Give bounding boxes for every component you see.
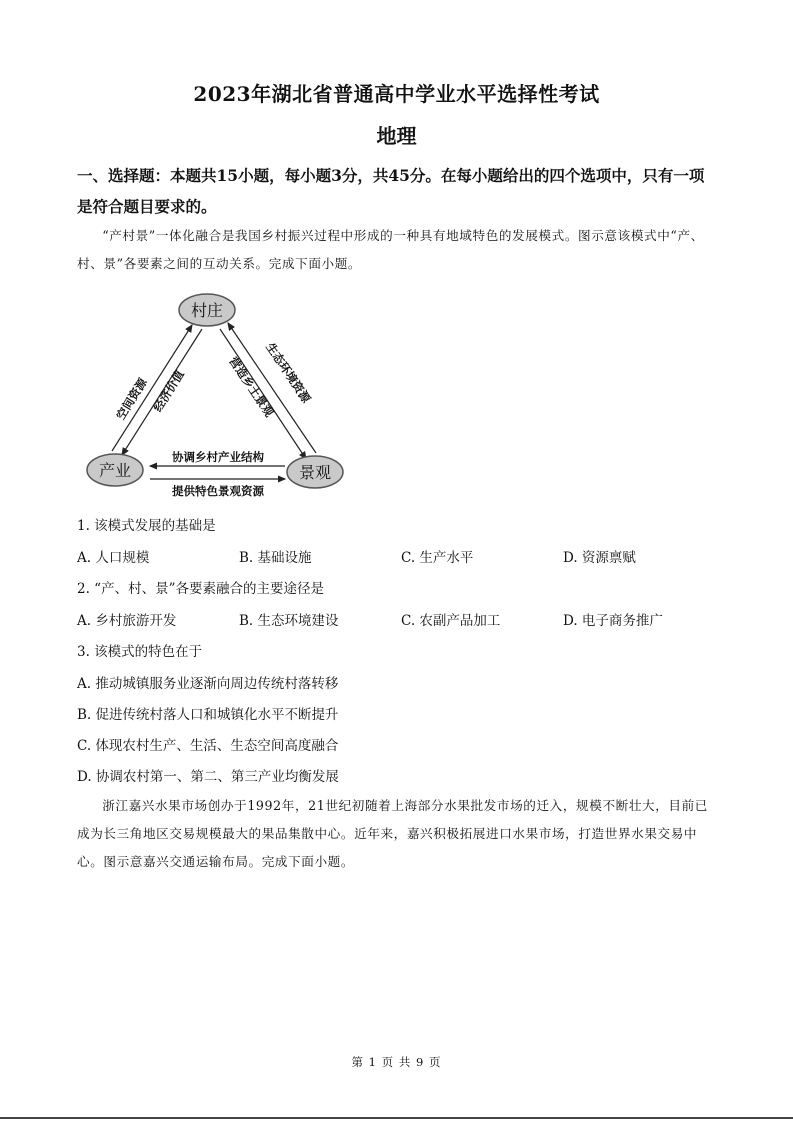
question-1-option-c[interactable]: C. 生产水平 [401, 550, 474, 566]
bottom-divider [0, 1117, 793, 1119]
page-footer: 第 1 页 共 9 页 [351, 1055, 442, 1069]
question-3-option-d[interactable]: D. 协调农村第一、第二、第三产业均衡发展 [77, 769, 339, 785]
question-1-option-d[interactable]: D. 资源禀赋 [563, 550, 636, 566]
question-2-option-a[interactable]: A. 乡村旅游开发 [77, 613, 177, 629]
edge-label-right-inner: 营造乡土景观 [226, 354, 277, 420]
question-3-option-a[interactable]: A. 推动城镇服务业逐渐向周边传统村落转移 [77, 676, 339, 692]
passage-2: 浙江嘉兴水果市场创办于1992年，21世纪初随着上海部分水果批发市场的迁入，规模不断壮大，目前已成为长三角地区交易规模最大的果品集散中心。近年来，嘉兴积极拓展进口水果市场，打造世界水果交易中心。图示意嘉兴交通运输布局。完成下面小题。 [77, 798, 708, 869]
edge-label-bottom-top: 协调乡村产业结构 [172, 450, 264, 464]
question-3-option-b[interactable]: B. 促进传统村落人口和城镇化水平不断提升 [77, 707, 339, 723]
node-landscape-label: 景观 [298, 463, 332, 482]
question-2-option-d[interactable]: D. 电子商务推广 [563, 613, 663, 629]
question-1-stem: 1. 该模式发展的基础是 [77, 518, 216, 534]
question-2-option-b[interactable]: B. 生态环境建设 [239, 613, 339, 629]
subject-title: 地理 [376, 124, 417, 148]
passage-1: “产村景”一体化融合是我国乡村振兴过程中形成的一种具有地域特色的发展模式。图示意该模式中“产、村、景”各要素之间的互动关系。完成下面小题。 [77, 228, 704, 271]
node-village-label: 村庄 [190, 301, 224, 320]
section-heading: 一、选择题：本题共15小题，每小题3分，共45分。在每小题给出的四个选项中，只有一项是符合题目要求的。 [77, 166, 705, 216]
edge-label-right-outer: 生态环境资源 [263, 340, 314, 406]
question-2-stem: 2. “产、村、景”各要素融合的主要途径是 [77, 581, 324, 597]
edge-label-left-inner: 经济价值 [150, 367, 187, 415]
arrow-industry-to-village [112, 325, 192, 451]
node-industry-label: 产业 [98, 461, 132, 480]
edge-label-bottom-bottom: 提供特色景观资源 [172, 484, 264, 498]
question-1-option-b[interactable]: B. 基础设施 [239, 550, 312, 566]
relationship-diagram [80, 283, 360, 503]
edge-label-left-outer: 空间资源 [113, 375, 150, 423]
question-1-option-a[interactable]: A. 人口规模 [77, 550, 150, 566]
question-2-option-c[interactable]: C. 农副产品加工 [401, 613, 501, 629]
question-3-option-c[interactable]: C. 体现农村生产、生活、生态空间高度融合 [77, 738, 339, 754]
question-3-stem: 3. 该模式的特色在于 [77, 644, 203, 660]
page-title: 2023年湖北省普通高中学业水平选择性考试 [193, 82, 600, 106]
